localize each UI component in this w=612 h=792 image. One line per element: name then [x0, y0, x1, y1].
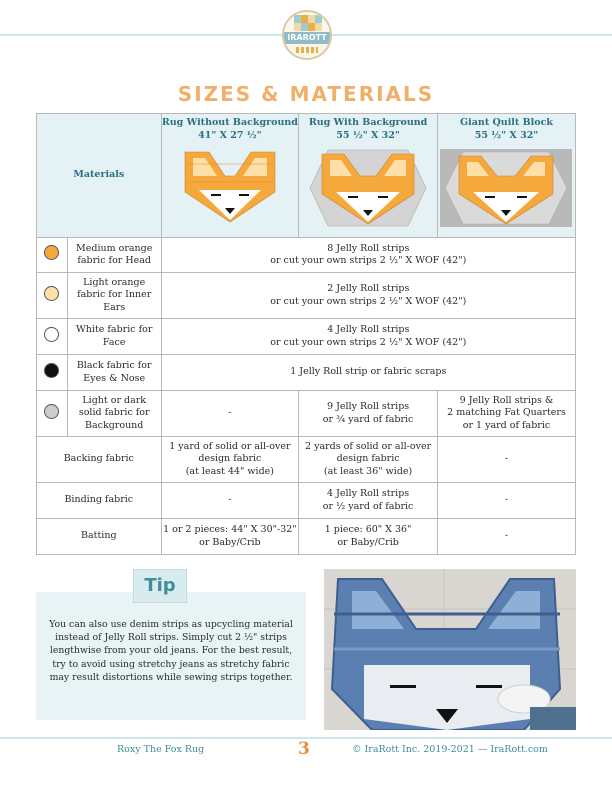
materials-table: [36, 113, 576, 555]
row-label: Batting: [37, 519, 162, 555]
column-size: 55 ½" X 32": [474, 129, 539, 141]
row-value: -: [437, 437, 575, 483]
column-size: 55 ½" X 32": [336, 129, 400, 141]
column-name: Rug With Background: [308, 117, 428, 128]
swatch-black: [44, 363, 59, 378]
quilt-logo-icon: [294, 15, 322, 31]
swatch-white: [44, 327, 59, 342]
table-header-row: [37, 114, 576, 238]
swatch-cell: [37, 391, 68, 437]
row-value: 2 Jelly Roll strips or cut your own strips 2 ½" X WOF (42"): [161, 273, 575, 319]
swatch-gray: [44, 404, 59, 419]
swatch-cell: [37, 355, 68, 391]
swatch-cell: [37, 319, 68, 355]
table-row: [37, 519, 576, 555]
row-label: Backing fabric: [37, 437, 162, 483]
row-value: -: [161, 391, 299, 437]
row-label: White fabric for Face: [67, 319, 161, 355]
fox-rug-plain-image: [181, 148, 279, 224]
table-row: [37, 391, 576, 437]
footer-title: Roxy The Fox Rug: [117, 744, 205, 755]
row-value: 4 Jelly Roll strips or cut your own strips 2 ½" X WOF (42"): [161, 319, 575, 355]
denim-fox-rug-photo: [324, 569, 576, 730]
column-header: [437, 114, 575, 238]
row-value: 9 Jelly Roll strips or ¾ yard of fabric: [299, 391, 438, 437]
column-header: [161, 114, 299, 238]
fox-quilt-block-image: [439, 148, 573, 228]
logo-stripe: [296, 47, 318, 53]
row-label: Black fabric for Eyes & Nose: [67, 355, 161, 391]
logo-text: IRAROTT: [284, 32, 330, 44]
row-value: 9 Jelly Roll strips & 2 matching Fat Quarters or 1 yard of fabric: [437, 391, 575, 437]
swatch-cell: [37, 238, 68, 273]
tip-heading: Tip: [133, 569, 187, 603]
row-label: Light or dark solid fabric for Background: [67, 391, 161, 437]
table-row: [37, 238, 576, 273]
swatch-light-orange: [44, 286, 59, 301]
table-row: [37, 437, 576, 483]
fox-rug-background-image: [308, 148, 428, 228]
column-header: [299, 114, 438, 238]
table-row: [37, 355, 576, 391]
row-value: -: [437, 483, 575, 519]
row-value: 2 yards of solid or all-over design fabric (at least 36" wide): [299, 437, 438, 483]
row-value: 8 Jelly Roll strips or cut your own strips 2 ½" X WOF (42"): [161, 238, 575, 273]
row-value: 1 Jelly Roll strip or fabric scraps: [161, 355, 575, 391]
table-row: [37, 319, 576, 355]
row-label: Light orange fabric for Inner Ears: [67, 273, 161, 319]
row-label: Medium orange fabric for Head: [67, 238, 161, 273]
table-row: [37, 273, 576, 319]
row-value: 1 or 2 pieces: 44" X 30"-32" or Baby/Crib: [161, 519, 299, 555]
table-row: [37, 483, 576, 519]
page-title: SIZES & MATERIALS: [177, 82, 435, 106]
column-name: Rug Without Background: [161, 117, 298, 128]
page-number: 3: [298, 739, 310, 759]
column-size: 41" X 27 ½": [198, 129, 262, 141]
row-value: 1 yard of solid or all-over design fabric (at least 44" wide): [161, 437, 299, 483]
swatch-medium-orange: [44, 245, 59, 260]
row-value: 1 piece: 60" X 36" or Baby/Crib: [299, 519, 438, 555]
swatch-cell: [37, 273, 68, 319]
row-value: 4 Jelly Roll strips or ½ yard of fabric: [299, 483, 438, 519]
irarott-logo: [282, 10, 332, 60]
row-value: -: [437, 519, 575, 555]
row-value: -: [161, 483, 299, 519]
tip-text: You can also use denim strips as upcycling material instead of Jelly Roll strips. Simply cut 2 ½" strips lengthwise from your old jeans. For the best result, try to avoid using stretchy jeans as stretchy fabric may result distortions while sewing strips together.: [49, 619, 293, 683]
footer-copyright: © IraRott Inc. 2019-2021 — IraRott.com: [352, 744, 548, 755]
row-label: Binding fabric: [37, 483, 162, 519]
materials-header: Materials: [37, 114, 162, 238]
column-name: Giant Quilt Block: [460, 117, 553, 128]
